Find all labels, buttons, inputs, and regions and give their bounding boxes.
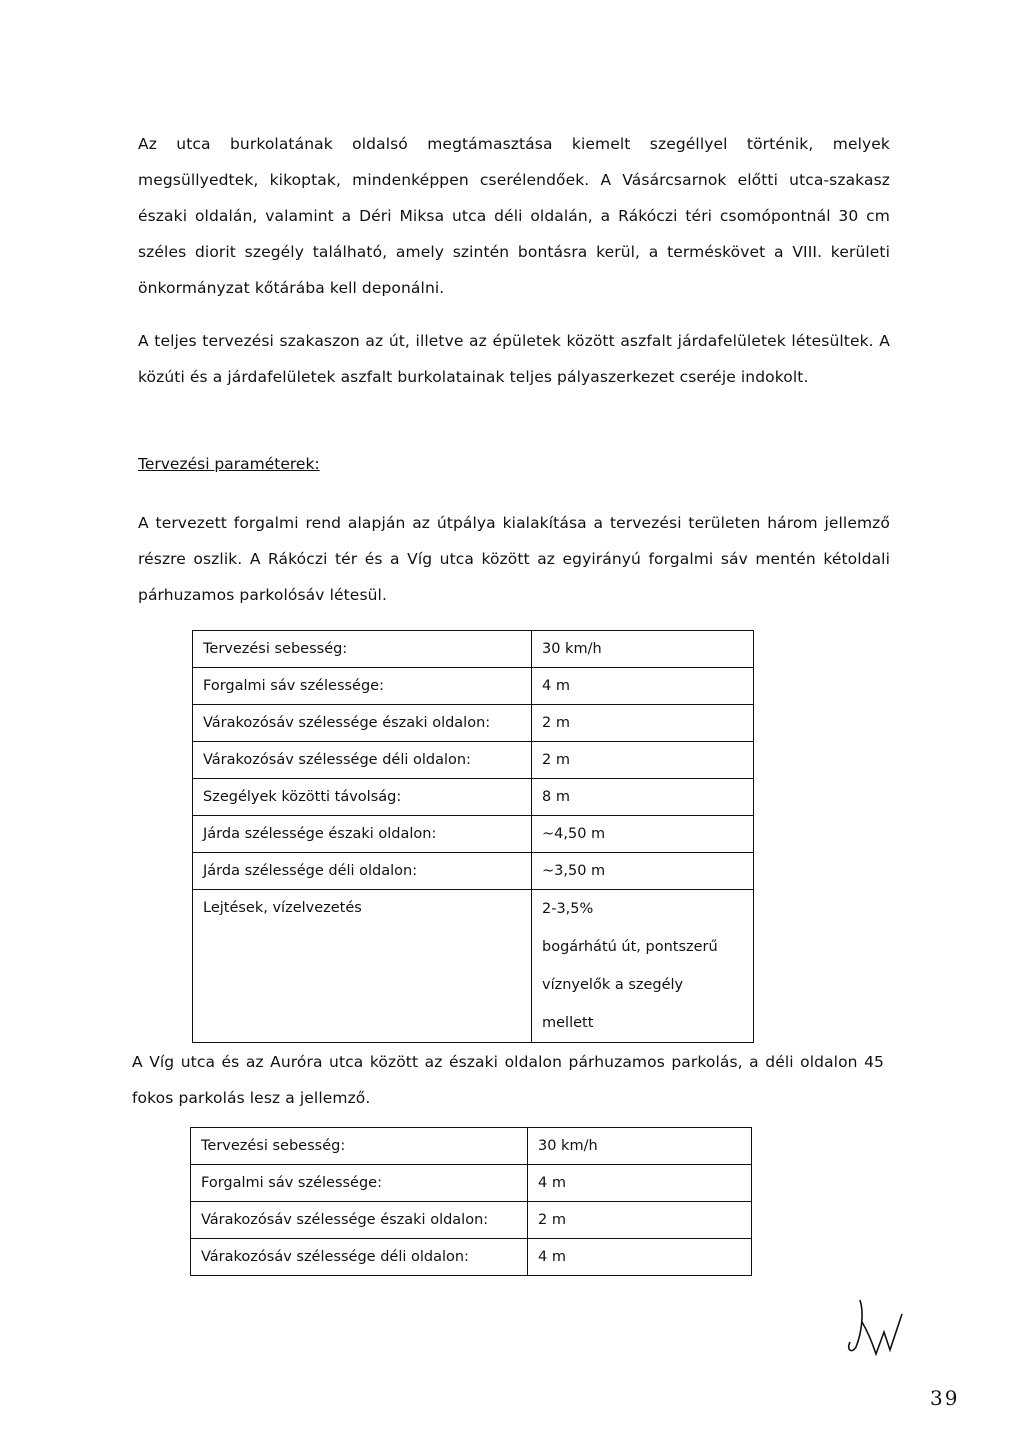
table-row [193,779,754,816]
value-line: 2-3,5% [542,901,594,917]
table-row [193,742,754,779]
table-cell-label: Várakozósáv szélessége déli oldalon: [193,742,532,779]
table-cell-label: Járda szélessége északi oldalon: [193,816,532,853]
table-row [191,1128,752,1165]
table-row [193,890,754,1043]
table-cell-label: Forgalmi sáv szélessége: [191,1165,528,1202]
table-row [193,816,754,853]
table-row [193,853,754,890]
table-cell-label: Szegélyek közötti távolság: [193,779,532,816]
page-number: 39 [930,1386,960,1410]
table-cell-value [532,890,754,1043]
table-cell-label: Járda szélessége déli oldalon: [193,853,532,890]
table-cell-label: Várakozósáv szélessége északi oldalon: [191,1202,528,1239]
table-cell-value: 4 m [528,1165,752,1202]
table-row [191,1239,752,1276]
paragraph-asphalt-surfaces: A teljes tervezési szakaszon az út, illetve az épületek között aszfalt járdafelületek létesültek. A közúti és a járdafelületek aszfalt burkolatainak teljes pályaszerkezet cseréje indokolt. [138,332,890,386]
table-cell-label: Várakozósáv szélessége déli oldalon: [191,1239,528,1276]
paragraph-curb-support: Az utca burkolatának oldalsó megtámasztása kiemelt szegéllyel történik, melyek megsüllyedtek, kikoptak, mindenképpen cserélendőek. A Vásárcsarnok előtti utca-szakasz északi oldalán, valamint a Déri Miksa utca déli oldalán, a Rákóczi téri csomópontnál 30 cm széles diorit szegély található, amely szintén bontásra kerül, a terméskövet a VIII. kerületi önkormányzat kőtárába kell deponálni. [138,135,890,297]
table-cell-value: 30 km/h [528,1128,752,1165]
table-cell-label: Tervezési sebesség: [193,631,532,668]
value-line: víznyelők a szegély [542,977,684,993]
table-cell-value: 2 m [528,1202,752,1239]
table-cell-value: ~4,50 m [532,816,754,853]
table-cell-value: 2 m [532,742,754,779]
table-cell-label: Várakozósáv szélessége északi oldalon: [193,705,532,742]
table-row [193,705,754,742]
table-cell-label: Forgalmi sáv szélessége: [193,668,532,705]
design-parameters-table-1 [192,630,754,1043]
table-cell-value: 2 m [532,705,754,742]
table-cell-label: Lejtések, vízelvezetés [193,890,532,1043]
paragraph-traffic-layout: A tervezett forgalmi rend alapján az útpálya kialakítása a tervezési területen három jellemző részre oszlik. A Rákóczi tér és a Víg utca között az egyirányú forgalmi sáv mentén kétoldali párhuzamos parkolósáv létesül. [138,514,890,604]
value-line: mellett [542,1015,594,1031]
table-row [191,1202,752,1239]
signature-mark [840,1292,910,1362]
table-cell-value: 30 km/h [532,631,754,668]
table-cell-value: ~3,50 m [532,853,754,890]
table-cell-value: 4 m [528,1239,752,1276]
table-cell-value: 4 m [532,668,754,705]
table-row [191,1165,752,1202]
table-cell-label: Tervezési sebesség: [191,1128,528,1165]
design-parameters-table-2 [190,1127,752,1276]
table-cell-value: 8 m [532,779,754,816]
value-line: bogárhátú út, pontszerű [542,939,718,955]
section-heading: Tervezési paraméterek: [138,455,320,473]
table-row [193,631,754,668]
paragraph-parking: A Víg utca és az Auróra utca között az északi oldalon párhuzamos parkolás, a déli oldalon 45 fokos parkolás lesz a jellemző. [132,1053,884,1107]
table-row [193,668,754,705]
